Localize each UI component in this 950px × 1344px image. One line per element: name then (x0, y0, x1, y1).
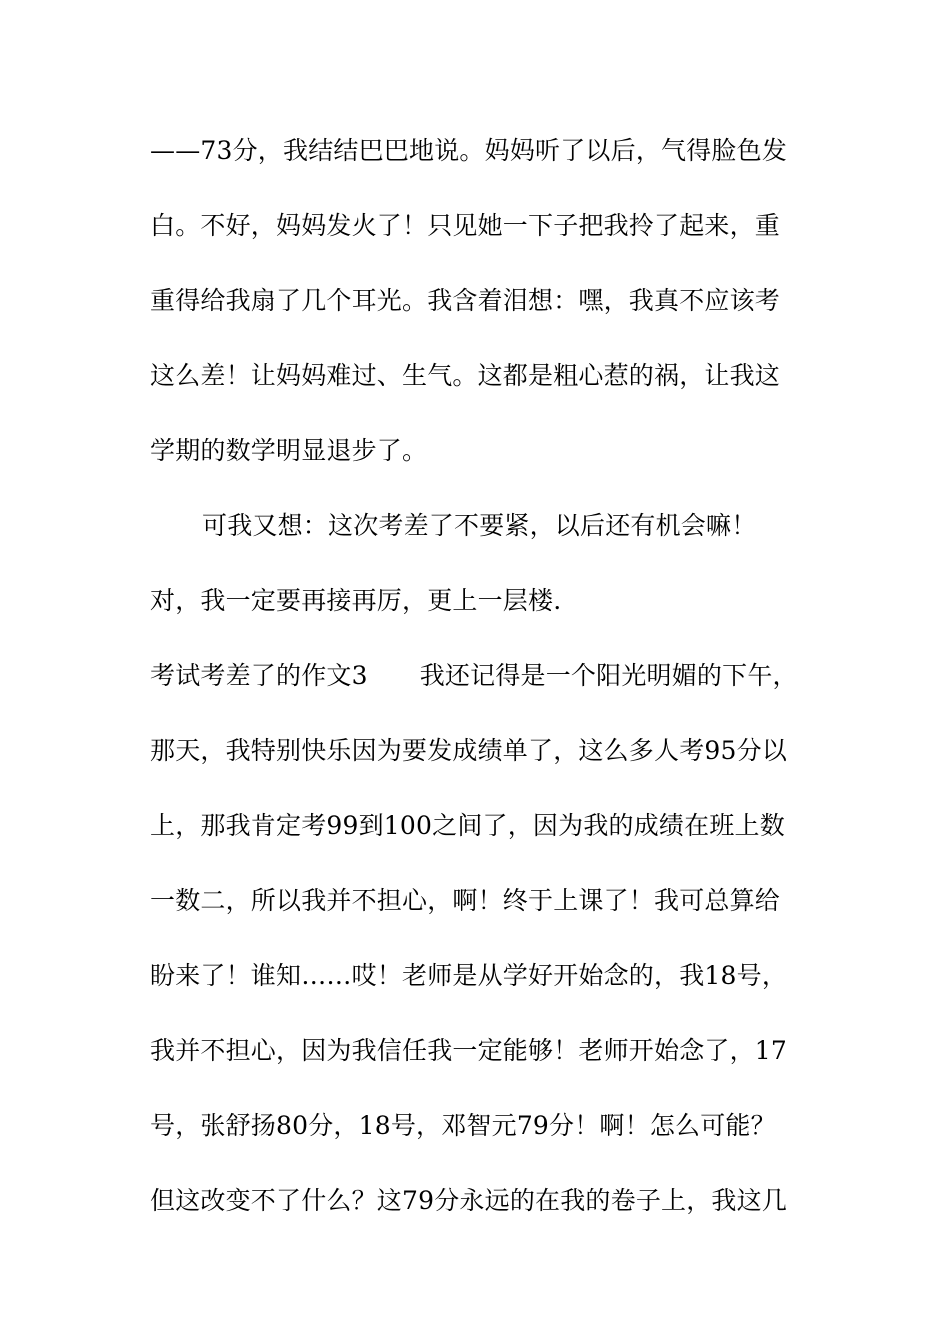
paragraph-line: 这么差！让妈妈难过、生气。这都是粗心惹的祸，让我这 (150, 361, 781, 390)
paragraph-line: 一数二，所以我并不担心，啊！终于上课了！我可总算给 (150, 886, 781, 915)
paragraph-line: 但这改变不了什么？这79分永远的在我的卷子上，我这几 (150, 1186, 788, 1215)
paragraph-line: 号，张舒扬80分，18号，邓智元79分！啊！怎么可能？ (150, 1111, 776, 1140)
paragraph-line: 那天，我特别快乐因为要发成绩单了，这么多人考95分以 (150, 736, 788, 765)
paragraph-line: 我并不担心，因为我信任我一定能够！老师开始念了，17 (150, 1036, 788, 1065)
paragraph-line: 重得给我扇了几个耳光。我含着泪想：嘿，我真不应该考 (150, 286, 781, 315)
paragraph-line: 对，我一定要再接再厉，更上一层楼. (150, 586, 562, 615)
section-heading-line (150, 661, 798, 691)
section-first-line: 我还记得是一个阳光明媚的下午， (419, 661, 798, 690)
paragraph-line: 上，那我肯定考99到100之间了，因为我的成绩在班上数 (150, 811, 785, 840)
paragraph-line: 白。不好，妈妈发火了！只见她一下子把我拎了起来，重 (150, 211, 781, 240)
paragraph-line: 可我又想：这次考差了不要紧，以后还有机会嘛！ (202, 511, 757, 540)
paragraph-line: 学期的数学明显退步了。 (150, 436, 428, 465)
paragraph-line: 盼来了！谁知……哎！老师是从学好开始念的，我18号， (150, 961, 788, 990)
section-title: 考试考差了的作文3 (150, 661, 368, 690)
paragraph-line: ——73分，我结结巴巴地说。妈妈听了以后，气得脸色发 (150, 136, 788, 165)
